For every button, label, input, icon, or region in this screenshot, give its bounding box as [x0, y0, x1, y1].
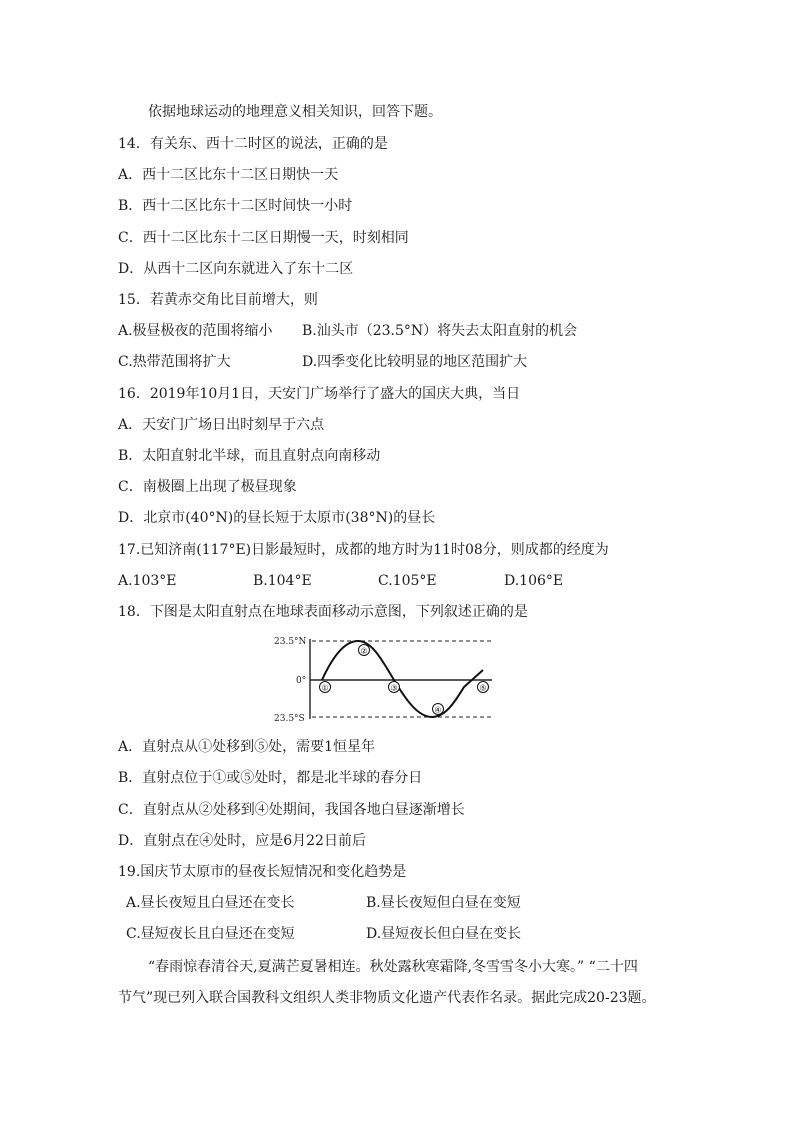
point-3 [389, 682, 400, 693]
svg-text:①: ① [321, 683, 329, 693]
option-b: B．太阳直射北半球，而且直射点向南移动 [118, 448, 381, 464]
passage-line-1: “春雨惊春清谷天,夏满芒夏暑相连。秋处露秋寒霜降,冬雪雪冬小大寒。” “二十四 [148, 959, 638, 975]
point-5 [478, 682, 489, 693]
point-4 [433, 704, 444, 715]
option-b: B.104°E [253, 573, 312, 589]
option-c: C．直射点从②处移到④处期间，我国各地白昼逐渐增长 [118, 802, 465, 818]
question-stem: 14．有关东、西十二时区的说法，正确的是 [118, 136, 388, 152]
point-1 [320, 682, 331, 693]
option-b: B．直射点位于①或⑤处时，都是北半球的春分日 [118, 770, 423, 786]
option-c: C.昼短夜长且白昼还在变短 [126, 926, 295, 942]
option-b: B.汕头市（23.5°N）将失去太阳直射的机会 [302, 323, 578, 339]
passage-line-2: 节气”现已列入联合国教科文组织人类非物质文化遗产代表作名录。据此完成20-23题。 [118, 990, 656, 1006]
svg-text:⑤: ⑤ [479, 683, 487, 693]
option-d: D.昼短夜长但白昼在变长 [366, 926, 522, 942]
label-north: 23.5°N [274, 637, 307, 647]
svg-text:④: ④ [434, 705, 442, 715]
option-a: A.103°E [118, 573, 177, 589]
question-stem: 16．2019年10月1日，天安门广场举行了盛大的国庆大典，当日 [118, 386, 521, 402]
option-d: D.106°E [504, 573, 564, 589]
option-c: C.热带范围将扩大 [118, 354, 231, 370]
option-d: D．北京市(40°N)的昼长短于太原市(38°N)的昼长 [118, 510, 436, 526]
option-a: A．天安门广场日出时刻早于六点 [118, 417, 325, 433]
question-stem: 18．下图是太阳直射点在地球表面移动示意图，下列叙述正确的是 [118, 604, 528, 620]
subsolar-point-diagram [270, 630, 500, 725]
option-c: C．南极圈上出现了极昼现象 [118, 479, 297, 495]
question-stem: 19.国庆节太原市的昼夜长短情况和变化趋势是 [118, 864, 407, 880]
option-a: A.极昼极夜的范围将缩小 [118, 323, 273, 339]
option-b: B.昼长夜短但白昼在变短 [366, 895, 521, 911]
option-c: C．西十二区比东十二区日期慢一天，时刻相同 [118, 230, 409, 246]
svg-text:③: ③ [390, 683, 398, 693]
label-equator: 0° [296, 676, 307, 686]
label-south: 23.5°S [274, 714, 305, 724]
intro-text: 依据地球运动的地理意义相关知识，回答下题。 [148, 104, 442, 120]
option-a: A．西十二区比东十二区日期快一天 [118, 167, 339, 183]
question-stem: 15．若黄赤交角比目前增大，则 [118, 292, 318, 308]
option-d: D．从西十二区向东就进入了东十二区 [118, 261, 354, 277]
option-c: C.105°E [378, 573, 437, 589]
option-d: D.四季变化比较明显的地区范围扩大 [302, 354, 528, 370]
option-a: A.昼长夜短且白昼还在变长 [126, 895, 295, 911]
option-b: B．西十二区比东十二区时间快一小时 [118, 198, 353, 214]
sine-curve [322, 641, 483, 717]
point-2 [359, 645, 370, 656]
svg-text:②: ② [360, 646, 368, 656]
option-a: A．直射点从①处移到⑤处，需要1恒星年 [118, 739, 376, 755]
question-stem: 17.已知济南(117°E)日影最短时，成都的地方时为11时08分，则成都的经度为 [118, 542, 609, 558]
option-d: D．直射点在④处时，应是6月22日前后 [118, 833, 366, 849]
